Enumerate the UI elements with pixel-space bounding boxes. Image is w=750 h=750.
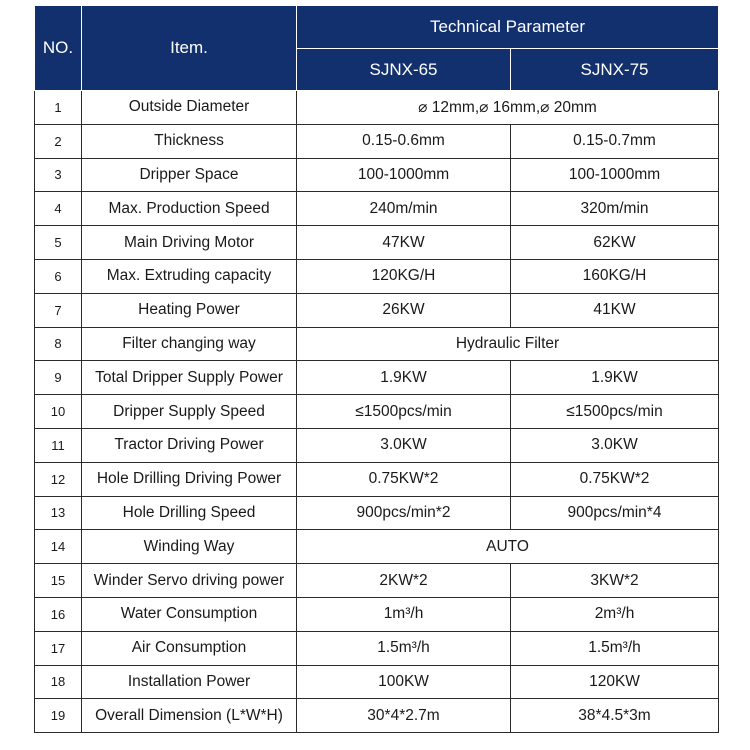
- row-value-merged: ⌀ 12mm,⌀ 16mm,⌀ 20mm: [297, 91, 719, 125]
- row-value-sjnx-75: 900pcs/min*4: [511, 496, 719, 530]
- table-row: [35, 564, 719, 598]
- row-value-sjnx-75: 2m³/h: [511, 597, 719, 631]
- row-value-sjnx-65: 0.75KW*2: [297, 462, 511, 496]
- row-number: 19: [35, 699, 82, 733]
- row-item-label: Thickness: [82, 124, 297, 158]
- header-model-sjnx-75: SJNX-75: [511, 49, 719, 91]
- row-value-merged: Hydraulic Filter: [297, 327, 719, 361]
- row-value-sjnx-75: 0.15-0.7mm: [511, 124, 719, 158]
- table-row: [35, 259, 719, 293]
- row-value-sjnx-65: 30*4*2.7m: [297, 699, 511, 733]
- row-value-sjnx-75: 41KW: [511, 293, 719, 327]
- row-item-label: Dripper Space: [82, 158, 297, 192]
- table-body: [35, 91, 719, 733]
- table-row: [35, 327, 719, 361]
- row-number: 18: [35, 665, 82, 699]
- table-row: [35, 597, 719, 631]
- row-item-label: Air Consumption: [82, 631, 297, 665]
- row-value-sjnx-75: 0.75KW*2: [511, 462, 719, 496]
- table-row: [35, 462, 719, 496]
- row-item-label: Max. Production Speed: [82, 192, 297, 226]
- row-item-label: Installation Power: [82, 665, 297, 699]
- row-value-sjnx-65: 1m³/h: [297, 597, 511, 631]
- row-item-label: Heating Power: [82, 293, 297, 327]
- row-number: 17: [35, 631, 82, 665]
- table-row: [35, 192, 719, 226]
- row-number: 12: [35, 462, 82, 496]
- row-item-label: Outside Diameter: [82, 91, 297, 125]
- row-value-sjnx-75: 100-1000mm: [511, 158, 719, 192]
- row-value-sjnx-65: 1.9KW: [297, 361, 511, 395]
- row-value-sjnx-75: 1.5m³/h: [511, 631, 719, 665]
- table-row: [35, 226, 719, 260]
- row-value-sjnx-65: ≤1500pcs/min: [297, 395, 511, 429]
- row-value-sjnx-75: 320m/min: [511, 192, 719, 226]
- row-number: 11: [35, 428, 82, 462]
- row-item-label: Water Consumption: [82, 597, 297, 631]
- row-item-label: Hole Drilling Speed: [82, 496, 297, 530]
- row-item-label: Winder Servo driving power: [82, 564, 297, 598]
- row-item-label: Tractor Driving Power: [82, 428, 297, 462]
- header-no: NO.: [35, 6, 82, 91]
- row-item-label: Overall Dimension (L*W*H): [82, 699, 297, 733]
- row-number: 13: [35, 496, 82, 530]
- row-number: 7: [35, 293, 82, 327]
- table-row: [35, 631, 719, 665]
- row-item-label: Max. Extruding capacity: [82, 259, 297, 293]
- row-value-sjnx-75: 160KG/H: [511, 259, 719, 293]
- table-row: [35, 124, 719, 158]
- row-number: 15: [35, 564, 82, 598]
- row-value-sjnx-75: ≤1500pcs/min: [511, 395, 719, 429]
- row-value-sjnx-65: 1.5m³/h: [297, 631, 511, 665]
- row-value-sjnx-75: 62KW: [511, 226, 719, 260]
- row-value-sjnx-75: 1.9KW: [511, 361, 719, 395]
- row-number: 4: [35, 192, 82, 226]
- row-value-sjnx-65: 0.15-0.6mm: [297, 124, 511, 158]
- row-number: 6: [35, 259, 82, 293]
- row-number: 16: [35, 597, 82, 631]
- row-value-sjnx-65: 2KW*2: [297, 564, 511, 598]
- row-number: 3: [35, 158, 82, 192]
- row-item-label: Total Dripper Supply Power: [82, 361, 297, 395]
- row-value-sjnx-75: 3KW*2: [511, 564, 719, 598]
- row-value-sjnx-65: 26KW: [297, 293, 511, 327]
- row-item-label: Filter changing way: [82, 327, 297, 361]
- header-model-sjnx-65: SJNX-65: [297, 49, 511, 91]
- table-row: [35, 428, 719, 462]
- row-value-sjnx-65: 240m/min: [297, 192, 511, 226]
- row-number: 9: [35, 361, 82, 395]
- row-value-sjnx-65: 47KW: [297, 226, 511, 260]
- header-technical-parameter: Technical Parameter: [297, 6, 719, 49]
- table-row: [35, 91, 719, 125]
- row-value-sjnx-65: 100KW: [297, 665, 511, 699]
- table-row: [35, 293, 719, 327]
- table-row: [35, 496, 719, 530]
- row-value-sjnx-75: 3.0KW: [511, 428, 719, 462]
- table-row: [35, 530, 719, 564]
- row-item-label: Dripper Supply Speed: [82, 395, 297, 429]
- row-number: 10: [35, 395, 82, 429]
- row-value-sjnx-75: 120KW: [511, 665, 719, 699]
- row-value-merged: AUTO: [297, 530, 719, 564]
- technical-parameter-table: [34, 5, 719, 733]
- row-value-sjnx-65: 120KG/H: [297, 259, 511, 293]
- row-value-sjnx-65: 900pcs/min*2: [297, 496, 511, 530]
- row-item-label: Hole Drilling Driving Power: [82, 462, 297, 496]
- row-number: 5: [35, 226, 82, 260]
- row-value-sjnx-75: 38*4.5*3m: [511, 699, 719, 733]
- table-row: [35, 699, 719, 733]
- row-value-sjnx-65: 3.0KW: [297, 428, 511, 462]
- table-row: [35, 361, 719, 395]
- table-row: [35, 665, 719, 699]
- row-number: 2: [35, 124, 82, 158]
- table-row: [35, 158, 719, 192]
- row-number: 1: [35, 91, 82, 125]
- table-row: [35, 395, 719, 429]
- row-number: 14: [35, 530, 82, 564]
- header-item: Item.: [82, 6, 297, 91]
- row-item-label: Winding Way: [82, 530, 297, 564]
- row-item-label: Main Driving Motor: [82, 226, 297, 260]
- table-header: [35, 6, 719, 91]
- row-value-sjnx-65: 100-1000mm: [297, 158, 511, 192]
- row-number: 8: [35, 327, 82, 361]
